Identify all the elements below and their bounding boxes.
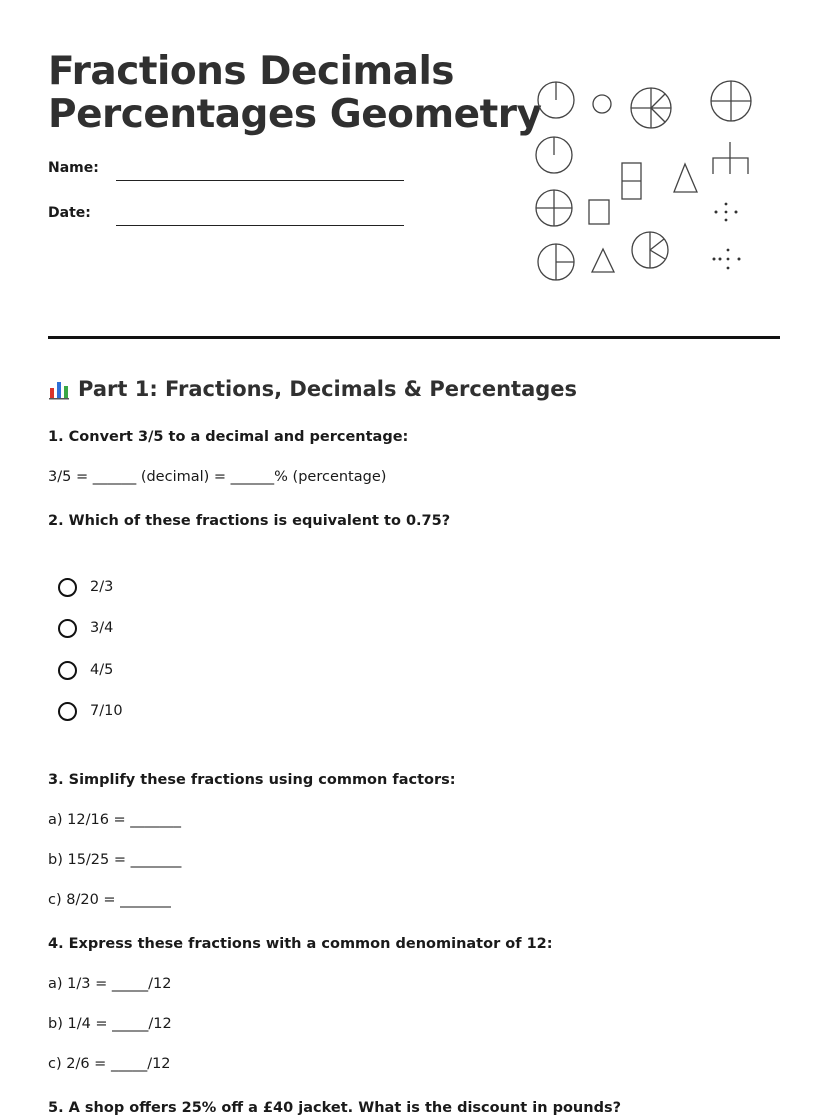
question-1-prompt: 1. Convert 3/5 to a decimal and percentage: bbox=[48, 429, 409, 445]
option-2-3[interactable] bbox=[58, 575, 113, 599]
option-7-10[interactable] bbox=[58, 699, 123, 723]
question-4-prompt: 4. Express these fractions with a common denominator of 12: bbox=[48, 936, 553, 952]
circle-half-line-icon bbox=[538, 82, 574, 118]
bar-chart-icon bbox=[48, 378, 70, 400]
question-2-prompt: 2. Which of these fractions is equivalent to 0.75? bbox=[48, 513, 451, 529]
question-3-item-b[interactable]: b) 15/25 = _______ bbox=[48, 852, 182, 868]
question-4-item-c[interactable]: c) 2/6 = _____/12 bbox=[48, 1056, 171, 1072]
circle-half-line-icon-2 bbox=[536, 137, 572, 173]
geometry-shapes-illustration bbox=[528, 70, 788, 290]
option-label: 2/3 bbox=[90, 579, 114, 595]
option-label: 3/4 bbox=[90, 620, 114, 636]
question-1-answer-line[interactable]: 3/5 = ______ (decimal) = ______% (percentage) bbox=[48, 469, 387, 485]
circle-quarters-icon bbox=[711, 81, 751, 121]
bar-model-icon bbox=[713, 142, 748, 174]
radio-button[interactable] bbox=[58, 619, 77, 638]
question-4-item-b[interactable]: b) 1/4 = _____/12 bbox=[48, 1016, 172, 1032]
question-3-item-a[interactable]: a) 12/16 = _______ bbox=[48, 812, 182, 828]
radio-button[interactable] bbox=[58, 702, 77, 721]
name-line[interactable] bbox=[116, 180, 404, 181]
title-line-1: Fractions Decimals bbox=[48, 49, 455, 94]
question-3-prompt: 3. Simplify these fractions using common factors: bbox=[48, 772, 456, 788]
square-icon bbox=[589, 200, 609, 224]
name-field[interactable] bbox=[48, 160, 408, 190]
radio-button[interactable] bbox=[58, 661, 77, 680]
question-4-item-a[interactable]: a) 1/3 = _____/12 bbox=[48, 976, 172, 992]
triangle-icon-2 bbox=[592, 249, 614, 272]
section-divider bbox=[48, 336, 780, 339]
date-line[interactable] bbox=[116, 225, 404, 226]
option-label: 4/5 bbox=[90, 662, 114, 678]
circle-eighths-icon bbox=[631, 88, 671, 128]
date-label: Date: bbox=[48, 205, 91, 221]
option-label: 7/10 bbox=[90, 703, 123, 719]
question-3-item-c[interactable]: c) 8/20 = _______ bbox=[48, 892, 171, 908]
name-label: Name: bbox=[48, 160, 99, 176]
page-title bbox=[48, 50, 541, 136]
section-heading bbox=[48, 374, 577, 404]
date-field[interactable] bbox=[48, 205, 408, 235]
circle-third-icon bbox=[538, 244, 574, 280]
section-title: Part 1: Fractions, Decimals & Percentages bbox=[78, 377, 578, 401]
split-rectangle-icon bbox=[622, 163, 641, 199]
question-5-prompt: 5. A shop offers 25% off a £40 jacket. What is the discount in pounds? bbox=[48, 1100, 621, 1116]
small-circle-icon bbox=[593, 95, 611, 113]
dot-division-icon bbox=[715, 203, 738, 222]
radio-button[interactable] bbox=[58, 578, 77, 597]
triangle-icon bbox=[674, 164, 697, 192]
circle-fifths-icon bbox=[632, 232, 668, 268]
circle-quarters-icon-2 bbox=[536, 190, 572, 226]
title-line-2: Percentages Geometry bbox=[48, 92, 542, 137]
dot-division-icon-2 bbox=[713, 249, 741, 270]
option-4-5[interactable] bbox=[58, 658, 113, 682]
option-3-4[interactable] bbox=[58, 616, 113, 640]
